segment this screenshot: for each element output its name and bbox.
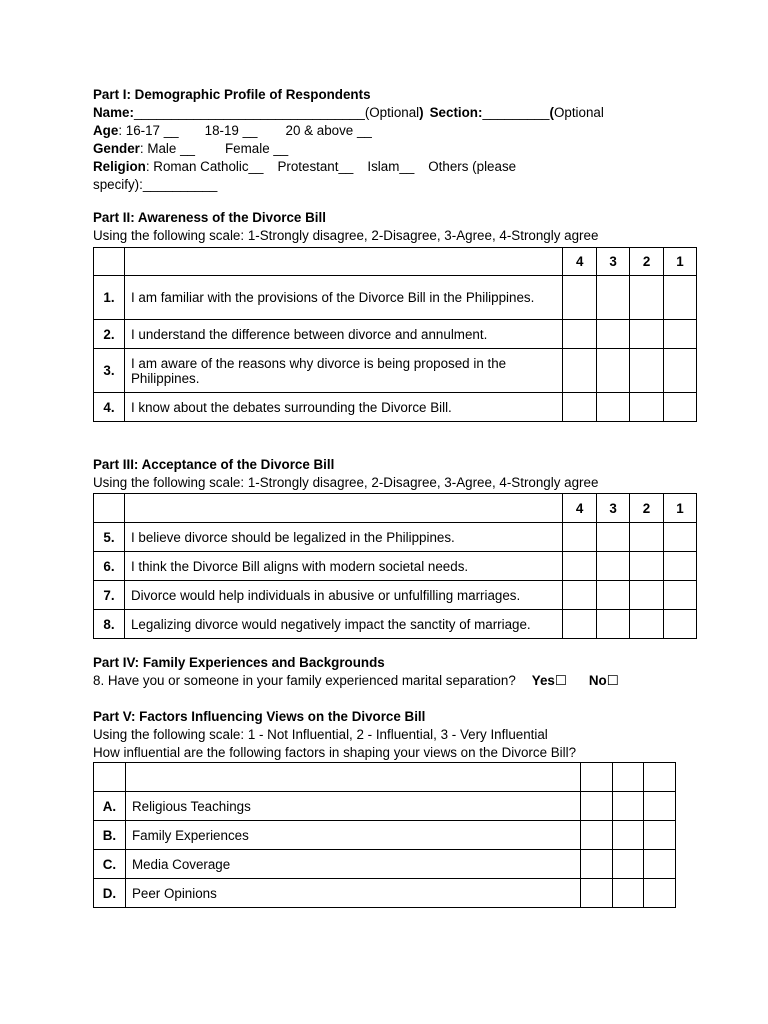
rating-cell[interactable]	[581, 879, 613, 908]
religion-option-protestant[interactable]: Protestant__	[277, 159, 354, 174]
header-blank-stmt	[124, 494, 562, 523]
table-row	[94, 552, 697, 581]
rating-cell[interactable]	[597, 349, 630, 393]
item-letter: C.	[94, 850, 126, 879]
column-header: 1	[664, 494, 697, 523]
religion-line	[93, 158, 604, 176]
name-line	[93, 104, 604, 122]
part2-table	[93, 247, 697, 422]
rating-cell[interactable]	[581, 792, 613, 821]
rating-cell[interactable]	[597, 610, 630, 639]
part2-awareness	[93, 209, 598, 245]
part1-heading: Part I: Demographic Profile of Respondents	[93, 87, 371, 102]
table-row	[94, 821, 676, 850]
rating-cell[interactable]	[563, 393, 597, 422]
gender-label: Gender	[93, 141, 140, 156]
rating-cell[interactable]	[630, 523, 664, 552]
part3-table	[93, 493, 697, 639]
rating-cell[interactable]	[630, 581, 664, 610]
table-row	[94, 879, 676, 908]
rating-cell[interactable]	[664, 552, 697, 581]
table-row	[94, 393, 697, 422]
item-statement: Divorce would help individuals in abusive or unfulfilling marriages.	[124, 581, 562, 610]
column-header: 2	[630, 248, 664, 276]
name-optional: (Optional	[364, 105, 420, 120]
part4-heading: Part IV: Family Experiences and Backgrounds	[93, 655, 385, 670]
rating-cell[interactable]	[597, 320, 630, 349]
yes-checkbox[interactable]: ☐	[554, 673, 567, 688]
section-optional: Optional	[553, 105, 604, 120]
religion-option-islam[interactable]: Islam__	[367, 159, 415, 174]
rating-cell[interactable]	[630, 610, 664, 639]
column-header: 1	[664, 248, 697, 276]
rating-cell[interactable]	[664, 349, 697, 393]
name-label: Name:	[93, 105, 134, 120]
gender-option-female[interactable]: Female __	[224, 141, 289, 156]
section-field[interactable]: _________	[482, 105, 550, 120]
rating-cell[interactable]	[597, 581, 630, 610]
table-row	[94, 320, 697, 349]
rating-cell[interactable]	[563, 610, 597, 639]
rating-cell[interactable]	[644, 821, 676, 850]
header-blank-rating	[613, 763, 644, 792]
item-statement: I know about the debates surrounding the Divorce Bill.	[124, 393, 562, 422]
table-row	[94, 850, 676, 879]
item-factor: Religious Teachings	[125, 792, 580, 821]
header-blank-rating	[581, 763, 613, 792]
header-blank-num	[94, 763, 126, 792]
rating-cell[interactable]	[563, 276, 597, 320]
rating-cell[interactable]	[597, 523, 630, 552]
item-number: 2.	[94, 320, 125, 349]
gender-option-male[interactable]: : Male __	[139, 141, 195, 156]
item-number: 7.	[94, 581, 125, 610]
religion-specify[interactable]: specify):__________	[93, 177, 218, 192]
rating-cell[interactable]	[664, 276, 697, 320]
part3-heading: Part III: Acceptance of the Divorce Bill	[93, 457, 335, 472]
no-label: No	[588, 673, 607, 688]
header-blank-rating	[644, 763, 676, 792]
column-header: 3	[597, 494, 630, 523]
rating-cell[interactable]	[613, 850, 644, 879]
item-number: 5.	[94, 523, 125, 552]
column-header: 2	[630, 494, 664, 523]
table-row	[94, 581, 697, 610]
part3-scale: Using the following scale: 1-Strongly disagree, 2-Disagree, 3-Agree, 4-Strongly agree	[93, 475, 599, 490]
rating-cell[interactable]	[597, 552, 630, 581]
rating-cell[interactable]	[630, 552, 664, 581]
rating-cell[interactable]	[664, 610, 697, 639]
rating-cell[interactable]	[644, 879, 676, 908]
item-factor: Media Coverage	[125, 850, 580, 879]
table-row	[94, 349, 697, 393]
item-statement: I understand the difference between divorce and annulment.	[124, 320, 562, 349]
religion-label: Religion	[93, 159, 146, 174]
item-number: 6.	[94, 552, 125, 581]
rating-cell[interactable]	[563, 581, 597, 610]
table-header-row	[94, 248, 697, 276]
header-blank-num	[94, 248, 125, 276]
rating-cell[interactable]	[613, 821, 644, 850]
column-header: 3	[597, 248, 630, 276]
rating-cell[interactable]	[630, 349, 664, 393]
item-statement: Legalizing divorce would negatively impact the sanctity of marriage.	[124, 610, 562, 639]
no-checkbox[interactable]: ☐	[606, 673, 619, 688]
rating-cell[interactable]	[664, 393, 697, 422]
age-option-16-17[interactable]: : 16-17 __	[118, 123, 179, 138]
age-label: Age	[93, 123, 119, 138]
section-optional-open: (	[549, 105, 554, 120]
part5-heading: Part V: Factors Influencing Views on the Divorce Bill	[93, 709, 426, 724]
age-line	[93, 122, 604, 140]
column-header: 4	[563, 248, 597, 276]
age-option-18-19[interactable]: 18-19 __	[204, 123, 258, 138]
item-letter: D.	[94, 879, 126, 908]
table-row	[94, 523, 697, 552]
table-row	[94, 276, 697, 320]
item-factor: Peer Opinions	[125, 879, 580, 908]
header-blank-stmt	[125, 763, 580, 792]
rating-cell[interactable]	[630, 276, 664, 320]
table-header-row	[94, 763, 676, 792]
item-number: 3.	[94, 349, 125, 393]
rating-cell[interactable]	[613, 792, 644, 821]
item-statement: I think the Divorce Bill aligns with modern societal needs.	[124, 552, 562, 581]
item-statement: I am familiar with the provisions of the Divorce Bill in the Philippines.	[124, 276, 562, 320]
column-header: 4	[563, 494, 597, 523]
table-row	[94, 792, 676, 821]
item-statement: I am aware of the reasons why divorce is being proposed in the Philippines.	[124, 349, 562, 393]
religion-option-others[interactable]: Others (please	[428, 159, 517, 174]
rating-cell[interactable]	[563, 349, 597, 393]
rating-cell[interactable]	[563, 523, 597, 552]
table-row	[94, 610, 697, 639]
item-letter: A.	[94, 792, 126, 821]
part5-question: How influential are the following factors in shaping your views on the Divorce Bill?	[93, 745, 577, 760]
rating-cell[interactable]	[630, 320, 664, 349]
yes-label: Yes	[531, 673, 555, 688]
header-blank-stmt	[124, 248, 562, 276]
item-statement: I believe divorce should be legalized in the Philippines.	[124, 523, 562, 552]
rating-cell[interactable]	[581, 821, 613, 850]
part3-acceptance	[93, 456, 598, 492]
rating-cell[interactable]	[664, 523, 697, 552]
rating-cell[interactable]	[664, 320, 697, 349]
rating-cell[interactable]	[597, 276, 630, 320]
section-label: Section:	[429, 105, 483, 120]
age-option-20-above[interactable]: 20 & above __	[285, 123, 372, 138]
part2-heading: Part II: Awareness of the Divorce Bill	[93, 210, 326, 225]
table-header-row	[94, 494, 697, 523]
rating-cell[interactable]	[597, 393, 630, 422]
header-blank-num	[94, 494, 125, 523]
rating-cell[interactable]	[563, 552, 597, 581]
part5-factors	[93, 708, 576, 762]
name-field[interactable]: _______________________________	[133, 105, 365, 120]
rating-cell[interactable]	[644, 792, 676, 821]
religion-option-catholic[interactable]: : Roman Catholic__	[145, 159, 264, 174]
item-number: 1.	[94, 276, 125, 320]
item-number: 4.	[94, 393, 125, 422]
part4-question: 8. Have you or someone in your family experienced marital separation?	[93, 673, 516, 688]
rating-cell[interactable]	[563, 320, 597, 349]
item-letter: B.	[94, 821, 126, 850]
part4-question-line	[93, 672, 619, 690]
item-factor: Family Experiences	[125, 821, 580, 850]
rating-cell[interactable]	[644, 850, 676, 879]
gender-line	[93, 140, 604, 158]
rating-cell[interactable]	[613, 879, 644, 908]
part5-table	[93, 762, 676, 908]
part1-demographics	[93, 86, 604, 194]
part5-scale: Using the following scale: 1 - Not Influential, 2 - Influential, 3 - Very Influential	[93, 727, 548, 742]
rating-cell[interactable]	[581, 850, 613, 879]
name-optional-close: )	[419, 105, 424, 120]
part2-scale: Using the following scale: 1-Strongly disagree, 2-Disagree, 3-Agree, 4-Strongly agree	[93, 228, 599, 243]
rating-cell[interactable]	[664, 581, 697, 610]
rating-cell[interactable]	[630, 393, 664, 422]
part4-family	[93, 654, 619, 690]
item-number: 8.	[94, 610, 125, 639]
